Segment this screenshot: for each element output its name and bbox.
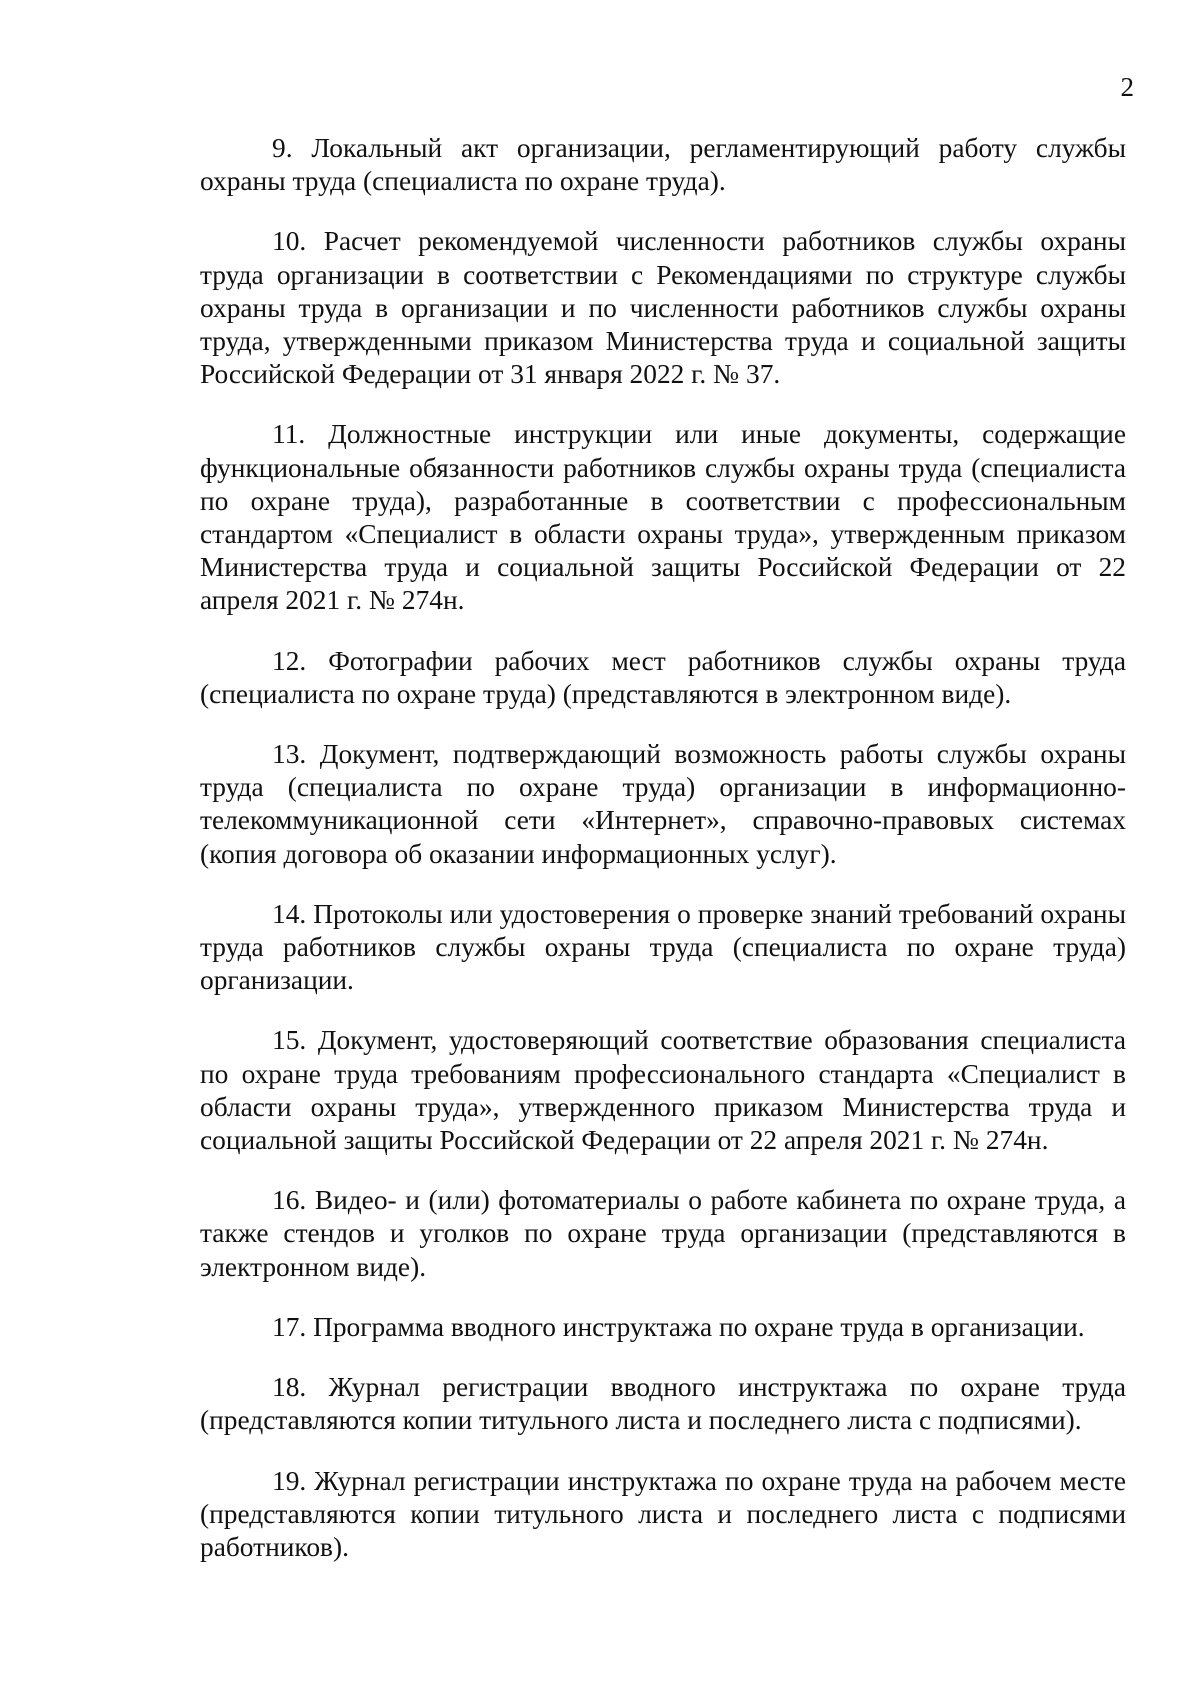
list-item-13: 13. Документ, подтверждающий возможность работы службы охраны труда (специалиста по охране труда) организации в информационно-телекоммуникационной сети «Интернет», справочно-правовых системах (копия договора об оказании информационных услуг). <box>200 739 1126 869</box>
page-number: 2 <box>1120 72 1134 102</box>
list-item-11: 11. Должностные инструкции или иные документы, содержащие функциональные обязанности работников службы охраны труда (специалиста по охране труда), разработанные в соответствии с профессиональным стандартом «Специалист в области охраны труда», утвержденным приказом Министерства труда и социальной защиты Российской Федерации от 22 апреля 2021 г. № 274н. <box>200 419 1126 616</box>
list-item-14: 14. Протоколы или удостоверения о проверке знаний требований охраны труда работников службы охраны труда (специалиста по охране труда) организации. <box>200 898 1126 996</box>
list-item-16: 16. Видео- и (или) фотоматериалы о работе кабинета по охране труда, а также стендов и уголков по охране труда организации (представляются в электронном виде). <box>200 1185 1126 1282</box>
list-item-9: 9. Локальный акт организации, регламентирующий работу службы охраны труда (специалиста по охране труда). <box>200 133 1126 197</box>
list-item-10: 10. Расчет рекомендуемой численности работников службы охраны труда организации в соответствии с Рекомендациями по структуре службы охраны труда в организации и по численности работников службы охраны труда, утвержденными приказом Министерства труда и социальной защиты Российской Федерации от 31 января 2022 г. № 37. <box>200 226 1126 390</box>
document-items-list <box>200 132 1126 1591</box>
list-item-12: 12. Фотографии рабочих мест работников службы охраны труда (специалиста по охране труда) (представляются в электронном виде). <box>200 645 1126 709</box>
list-item-17: 17. Программа вводного инструктажа по охране труда в организации. <box>272 1311 1085 1342</box>
list-item-15: 15. Документ, удостоверяющий соответствие образования специалиста по охране труда требованиям профессионального стандарта «Специалист в области охраны труда», утвержденного приказом Министерства труда и социальной защиты Российской Федерации от 22 апреля 2021 г. № 274н. <box>200 1025 1126 1156</box>
list-item-18: 18. Журнал регистрации вводного инструктажа по охране труда (представляются копии титульного листа и последнего листа с подписями). <box>200 1372 1126 1436</box>
list-item-19: 19. Журнал регистрации инструктажа по охране труда на рабочем месте (представляются копии титульного листа и последнего листа с подписями работников). <box>200 1465 1126 1562</box>
